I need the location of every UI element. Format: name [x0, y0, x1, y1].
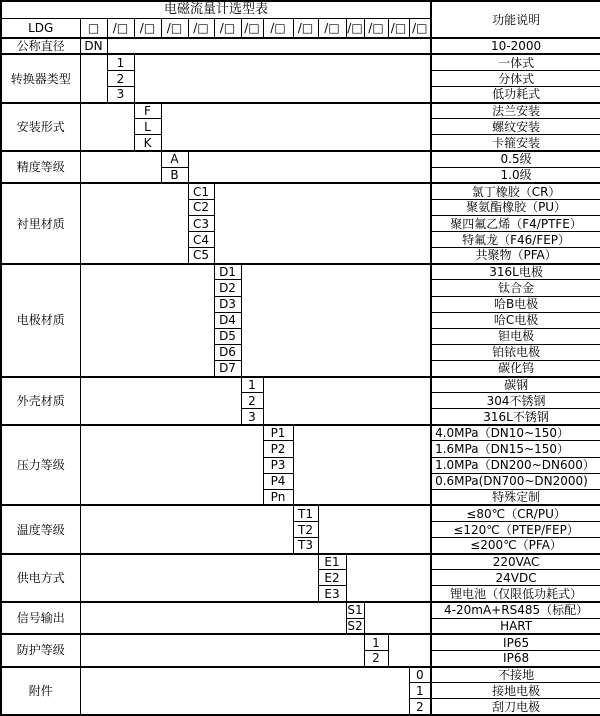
spacer-cell [161, 103, 431, 151]
desc-cell: 1.0MPa（DN200~DN600） [431, 457, 600, 473]
table-title: 电磁流量计选型表 [1, 1, 431, 18]
spacer-cell [214, 183, 431, 264]
desc-cell: 4-20mA+RS485（标配） [431, 602, 600, 618]
section-label: 公称直径 [1, 38, 80, 54]
code-cell: E3 [318, 586, 346, 602]
code-cell: DN [80, 38, 107, 54]
code-cell: 2 [107, 70, 134, 86]
model-slot: /□ [188, 18, 214, 38]
section-label: 精度等级 [1, 151, 80, 183]
code-cell: 1 [409, 683, 431, 699]
code-cell: T2 [293, 522, 318, 538]
dn-slot-box: □ [80, 18, 107, 38]
model-slot: /□ [388, 18, 409, 38]
desc-cell: 316L电极 [431, 264, 600, 280]
code-cell: C4 [188, 232, 214, 248]
spacer-cell [80, 377, 241, 425]
spacer-cell [388, 634, 431, 666]
desc-cell: 氯丁橡胶（CR） [431, 183, 600, 199]
spacer-cell [80, 151, 161, 183]
section-label: 外壳材质 [1, 377, 80, 425]
spacer-cell [318, 505, 431, 553]
desc-cell: 一体式 [431, 54, 600, 70]
section-label: 温度等级 [1, 505, 80, 553]
code-cell: T1 [293, 505, 318, 521]
desc-cell: 聚氨酯橡胶（PU） [431, 199, 600, 215]
section-label: 衬里材质 [1, 183, 80, 264]
desc-cell: ≤80℃（CR/PU） [431, 505, 600, 521]
desc-cell: 锂电池（仅限低功耗式） [431, 586, 600, 602]
spacer-cell [346, 554, 431, 602]
section-label: 附件 [1, 667, 80, 715]
code-cell: D3 [214, 296, 241, 312]
spacer-cell [80, 103, 134, 151]
code-cell: 1 [364, 634, 388, 650]
spacer-cell [80, 667, 409, 715]
desc-cell: 卡箍安装 [431, 135, 600, 151]
model-slot: /□ [364, 18, 388, 38]
model-slot: /□ [346, 18, 364, 38]
function-column-header: 功能说明 [431, 1, 600, 38]
spacer-cell [80, 634, 364, 666]
model-slot: /□ [107, 18, 134, 38]
spacer-cell [80, 264, 214, 377]
desc-cell: 钽电极 [431, 328, 600, 344]
desc-cell: 刮刀电极 [431, 699, 600, 715]
spacer-cell [80, 54, 107, 102]
section-label: 转换器类型 [1, 54, 80, 102]
desc-cell: 0.6MPa(DN700~DN2000) [431, 473, 600, 489]
model-slot: /□ [134, 18, 161, 38]
desc-cell: IP68 [431, 650, 600, 666]
desc-cell: 特氟龙（F46/FEP） [431, 232, 600, 248]
code-cell: P4 [263, 473, 293, 489]
desc-cell: 特殊定制 [431, 489, 600, 505]
spacer-cell [80, 602, 346, 634]
section-label: 电极材质 [1, 264, 80, 377]
code-cell: E2 [318, 570, 346, 586]
desc-cell: 304不锈钢 [431, 393, 600, 409]
code-cell: C2 [188, 199, 214, 215]
code-cell: 0 [409, 667, 431, 683]
code-cell: 2 [241, 393, 263, 409]
desc-cell: 法兰安装 [431, 103, 600, 119]
model-slot: /□ [293, 18, 318, 38]
code-cell: 3 [241, 409, 263, 425]
model-slot: /□ [214, 18, 241, 38]
code-cell: D2 [214, 280, 241, 296]
spacer-cell [364, 602, 431, 634]
code-cell: D6 [214, 344, 241, 360]
spacer-cell [188, 151, 431, 183]
code-cell: L [134, 119, 161, 135]
desc-cell: 铂铱电极 [431, 344, 600, 360]
desc-cell: 0.5级 [431, 151, 600, 167]
desc-cell: 1.6MPa（DN15~150） [431, 441, 600, 457]
desc-cell: 低功耗式 [431, 87, 600, 103]
spacer-cell [293, 425, 431, 506]
desc-cell: 10-2000 [431, 38, 600, 54]
desc-cell: IP65 [431, 634, 600, 650]
code-cell: 3 [107, 87, 134, 103]
spacer-cell [263, 377, 431, 425]
desc-cell: 螺纹安装 [431, 119, 600, 135]
code-cell: A [161, 151, 188, 167]
desc-cell: 4.0MPa（DN10~150） [431, 425, 600, 441]
code-cell: B [161, 167, 188, 183]
desc-cell: ≤200℃（PFA） [431, 538, 600, 554]
desc-cell: 分体式 [431, 70, 600, 86]
code-cell: D4 [214, 312, 241, 328]
spacer-cell [107, 38, 431, 54]
code-cell: T3 [293, 538, 318, 554]
code-cell: F [134, 103, 161, 119]
code-cell: D5 [214, 328, 241, 344]
desc-cell: 哈C电极 [431, 312, 600, 328]
model-slot: /□ [161, 18, 188, 38]
desc-cell: 220VAC [431, 554, 600, 570]
section-label: 供电方式 [1, 554, 80, 602]
section-label: 信号输出 [1, 602, 80, 634]
desc-cell: 共聚物（PFA） [431, 248, 600, 264]
desc-cell: ≤120℃（PTEP/FEP） [431, 522, 600, 538]
spacer-cell [80, 505, 293, 553]
code-cell: C3 [188, 215, 214, 231]
code-cell: D7 [214, 360, 241, 376]
code-cell: Pn [263, 489, 293, 505]
model-slot: /□ [263, 18, 293, 38]
model-prefix: LDG [1, 18, 80, 38]
code-cell: 1 [241, 377, 263, 393]
spacer-cell [241, 264, 431, 377]
section-label: 防护等级 [1, 634, 80, 666]
model-slot: /□ [318, 18, 346, 38]
desc-cell: 不接地 [431, 667, 600, 683]
code-cell: E1 [318, 554, 346, 570]
code-cell: S2 [347, 618, 363, 633]
desc-cell: 24VDC [431, 570, 600, 586]
desc-cell: HART [431, 618, 600, 634]
desc-cell: 碳钢 [431, 377, 600, 393]
code-cell: C5 [188, 248, 214, 264]
code-cell: S1 [347, 603, 363, 618]
desc-cell: 聚四氟乙烯（F4/PTFE） [431, 215, 600, 231]
spacer-cell [80, 554, 318, 602]
code-cell: K [134, 135, 161, 151]
code-cell: 2 [364, 650, 388, 666]
code-cell: 2 [409, 699, 431, 715]
desc-cell: 接地电极 [431, 683, 600, 699]
desc-cell: 1.0级 [431, 167, 600, 183]
spacer-cell [134, 54, 431, 102]
code-cell: P3 [263, 457, 293, 473]
section-label: 安装形式 [1, 103, 80, 151]
section-label: 压力等级 [1, 425, 80, 506]
desc-cell: 碳化钨 [431, 360, 600, 376]
code-cell: D1 [214, 264, 241, 280]
spacer-cell [80, 183, 188, 264]
desc-cell: 哈B电极 [431, 296, 600, 312]
desc-cell: 钛合金 [431, 280, 600, 296]
spacer-cell [80, 425, 263, 506]
code-cell: C1 [188, 183, 214, 199]
code-cell: P1 [263, 425, 293, 441]
code-cell: 1 [107, 54, 134, 70]
code-cell: P2 [263, 441, 293, 457]
model-slot: /□ [409, 18, 431, 38]
desc-cell: 316L不锈钢 [431, 409, 600, 425]
model-slot: /□ [241, 18, 263, 38]
